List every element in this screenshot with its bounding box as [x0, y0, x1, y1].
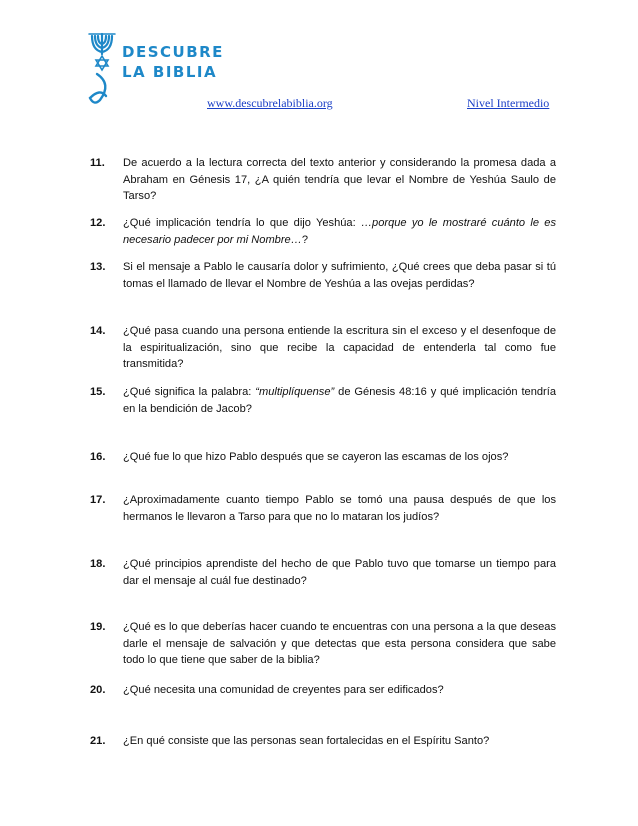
question-number: 17. — [90, 494, 106, 506]
question-number: 12. — [90, 217, 106, 229]
question-text: ¿Qué pasa cuando una persona entiende la escritura sin el exceso y el desenfoque de la espiritualización, sino que recibe la capacidad de entenderla tal como fue transmitida? — [123, 325, 556, 370]
question-item — [90, 449, 556, 466]
brand-name — [122, 42, 224, 82]
question-text: ¿Qué implicación tendría lo que dijo Yeshúa: …porque yo le mostraré cuánto le es necesario padecer por mi Nombre…? — [123, 217, 556, 246]
brand-line-2: LA BIBLIA — [122, 63, 218, 81]
question-text: ¿Qué principios aprendiste del hecho de que Pablo tuvo que tomarse un tiempo para dar el mensaje al cuál fue destinado? — [123, 558, 556, 587]
question-item — [90, 323, 556, 373]
question-text: ¿Qué es lo que deberías hacer cuando te encuentras con una persona a la que deseas darle el mensaje de salvación y que detectas que esta persona considera que sabe todo lo que tiene que saber de la biblia? — [123, 621, 556, 666]
question-item — [90, 155, 556, 205]
question-item — [90, 733, 556, 750]
question-text: ¿Qué significa la palabra: “multiplíquense” de Génesis 48:16 y qué implicación tendría en la bendición de Jacob? — [123, 386, 556, 415]
question-text: Si el mensaje a Pablo le causaría dolor y sufrimiento, ¿Qué crees que deba pasar si tú tomas el llamado de llevar el Nombre de Yeshúa a las ovejas perdidas? — [123, 261, 556, 290]
question-number: 16. — [90, 451, 106, 463]
question-number: 19. — [90, 621, 106, 633]
question-text: ¿Qué fue lo que hizo Pablo después que se cayeron las escamas de los ojos? — [123, 451, 509, 463]
level-label: Nivel Intermedio — [467, 96, 550, 110]
question-text: ¿Qué necesita una comunidad de creyentes para ser edificados? — [123, 684, 444, 696]
question-number: 18. — [90, 558, 106, 570]
question-number: 15. — [90, 386, 106, 398]
question-text: De acuerdo a la lectura correcta del texto anterior y considerando la promesa dada a Abraham en Génesis 17, ¿A quién tendría que levar el Nombre de Yeshúa Saulo de Tarso? — [123, 157, 556, 202]
question-number: 20. — [90, 684, 106, 696]
question-number: 11. — [90, 157, 105, 169]
question-item — [90, 619, 556, 669]
question-number: 21. — [90, 735, 106, 747]
question-text: ¿En qué consiste que las personas sean fortalecidas en el Espíritu Santo? — [123, 735, 490, 747]
brand-line-1: DESCUBRE — [122, 43, 224, 61]
question-item — [90, 259, 556, 292]
question-number: 13. — [90, 261, 106, 273]
question-item — [90, 556, 556, 589]
question-item — [90, 215, 556, 248]
website-link[interactable]: www.descubrelabiblia.org — [207, 96, 333, 110]
question-item — [90, 492, 556, 525]
question-text: ¿Aproximadamente cuanto tiempo Pablo se tomó una pausa después de que los hermanos le llevaron a Tarso para que no lo mataran los judíos? — [123, 494, 556, 523]
question-number: 14. — [90, 325, 106, 337]
question-item — [90, 384, 556, 417]
question-item — [90, 682, 556, 699]
